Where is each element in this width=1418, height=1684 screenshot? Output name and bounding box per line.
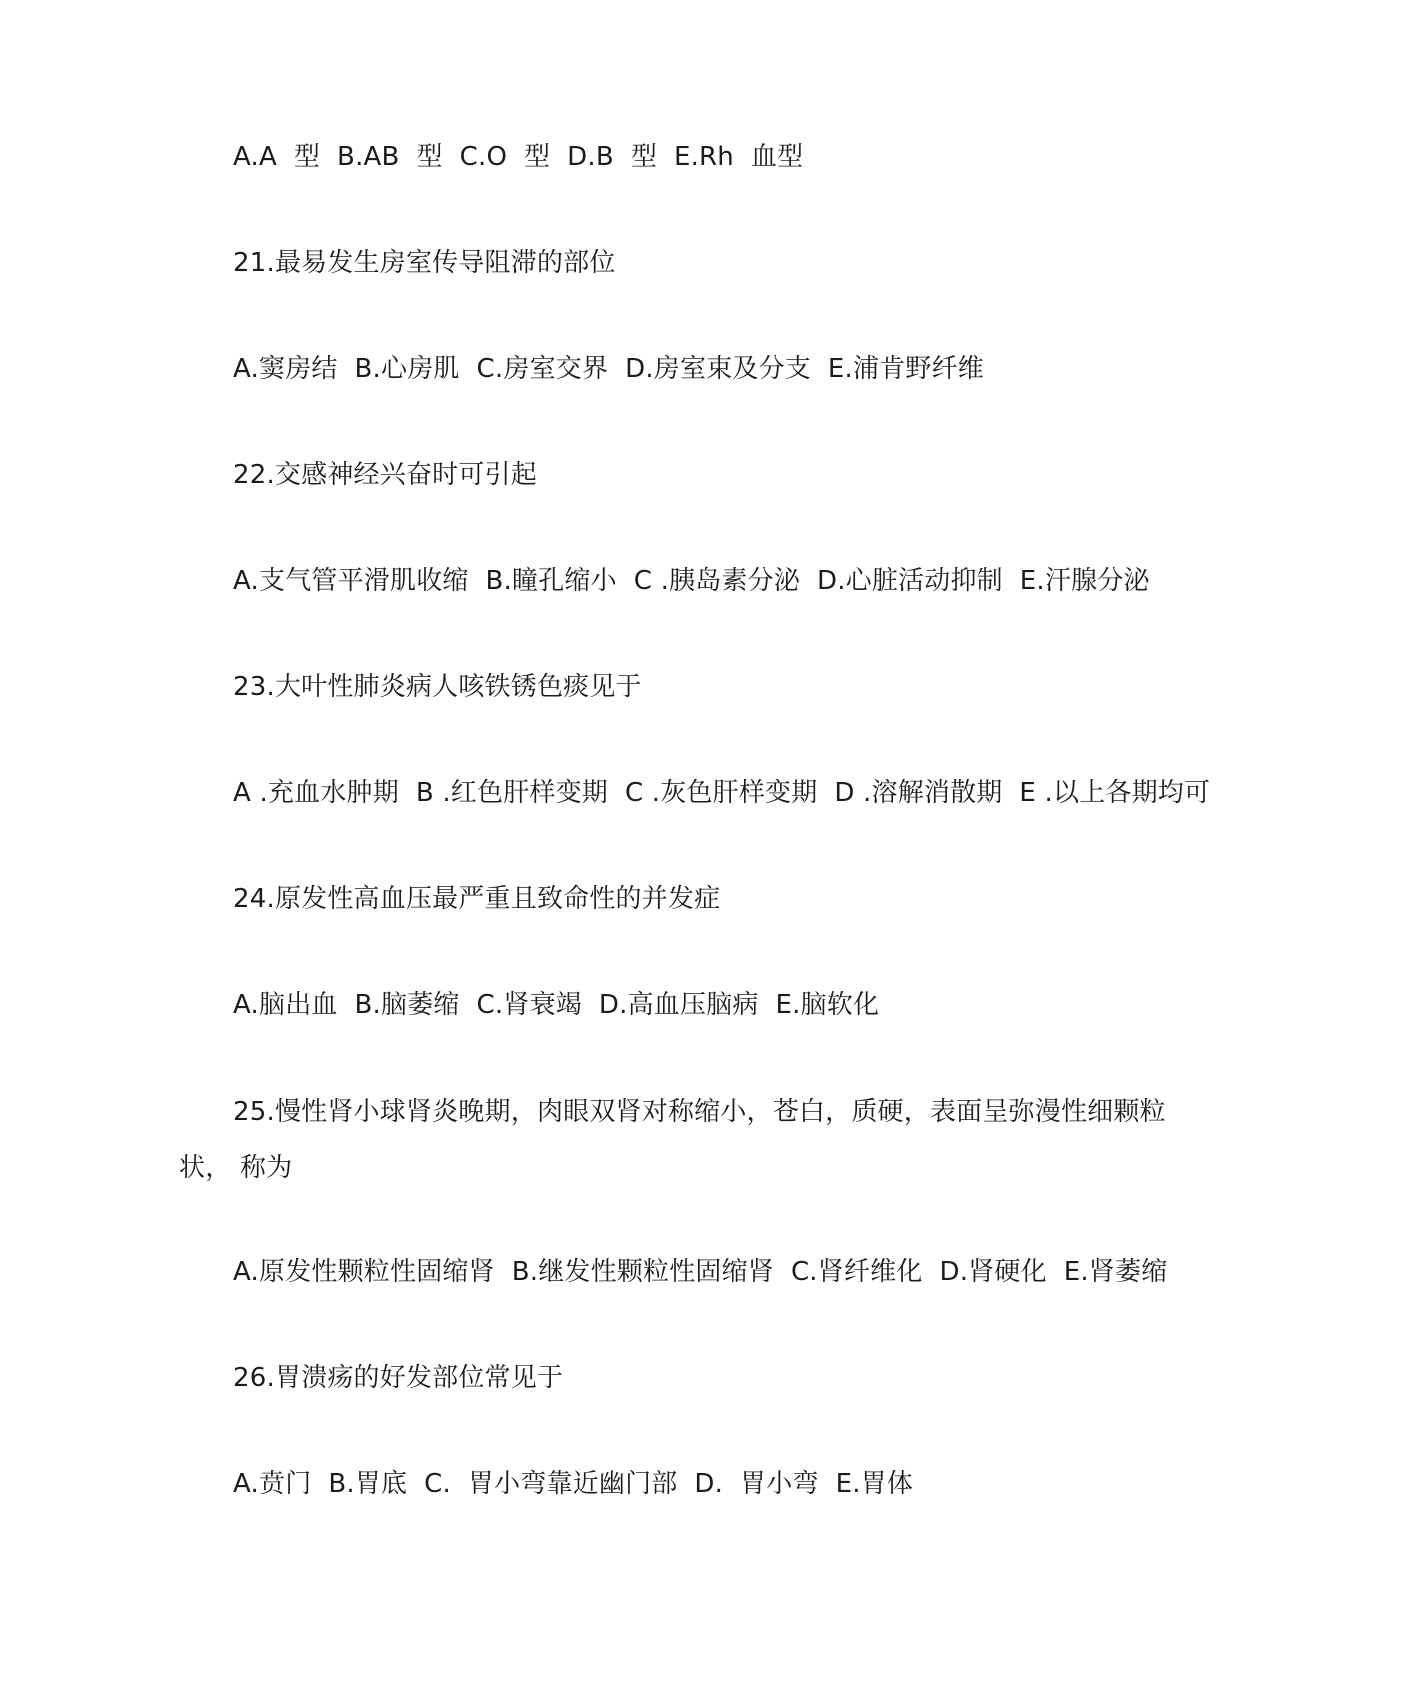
q24-options: A.脑出血 B.脑萎缩 C.肾衰竭 D.高血压脑病 E.脑软化 [233,990,880,1020]
q26-options: A.贲门 B.胃底 C. 胃小弯靠近幽门部 D. 胃小弯 E.胃体 [233,1469,914,1499]
q22-question: 22.交感神经兴奋时可引起 [233,460,537,490]
q21-question: 21.最易发生房室传导阻滞的部位 [233,248,616,278]
q24-question: 24.原发性高血压最严重且致命性的并发症 [233,884,721,914]
q26-question: 26.胃溃疡的好发部位常见于 [233,1363,564,1393]
q20-options: A.A 型 B.AB 型 C.O 型 D.B 型 E.Rh 血型 [233,142,804,172]
q22-options: A.支气管平滑肌收缩 B.瞳孔缩小 C .胰岛素分泌 D.心脏活动抑制 E.汗腺分泌 [233,566,1150,596]
q23-options: A .充血水肿期 B .红色肝样变期 C .灰色肝样变期 D .溶解消散期 E .以上各期均可 [233,778,1211,808]
q25-options: A.原发性颗粒性固缩肾 B.继发性颗粒性固缩肾 C.肾纤维化 D.肾硬化 E.肾萎缩 [233,1257,1168,1287]
q21-options: A.窦房结 B.心房肌 C.房室交界 D.房室束及分支 E.浦肯野纤维 [233,354,985,384]
q23-question: 23.大叶性肺炎病人咳铁锈色痰见于 [233,672,642,702]
q25-question: 25.慢性肾小球肾炎晚期，肉眼双肾对称缩小，苍白，质硬，表面呈弥漫性细颗粒状， 称为 [179,1097,1166,1183]
